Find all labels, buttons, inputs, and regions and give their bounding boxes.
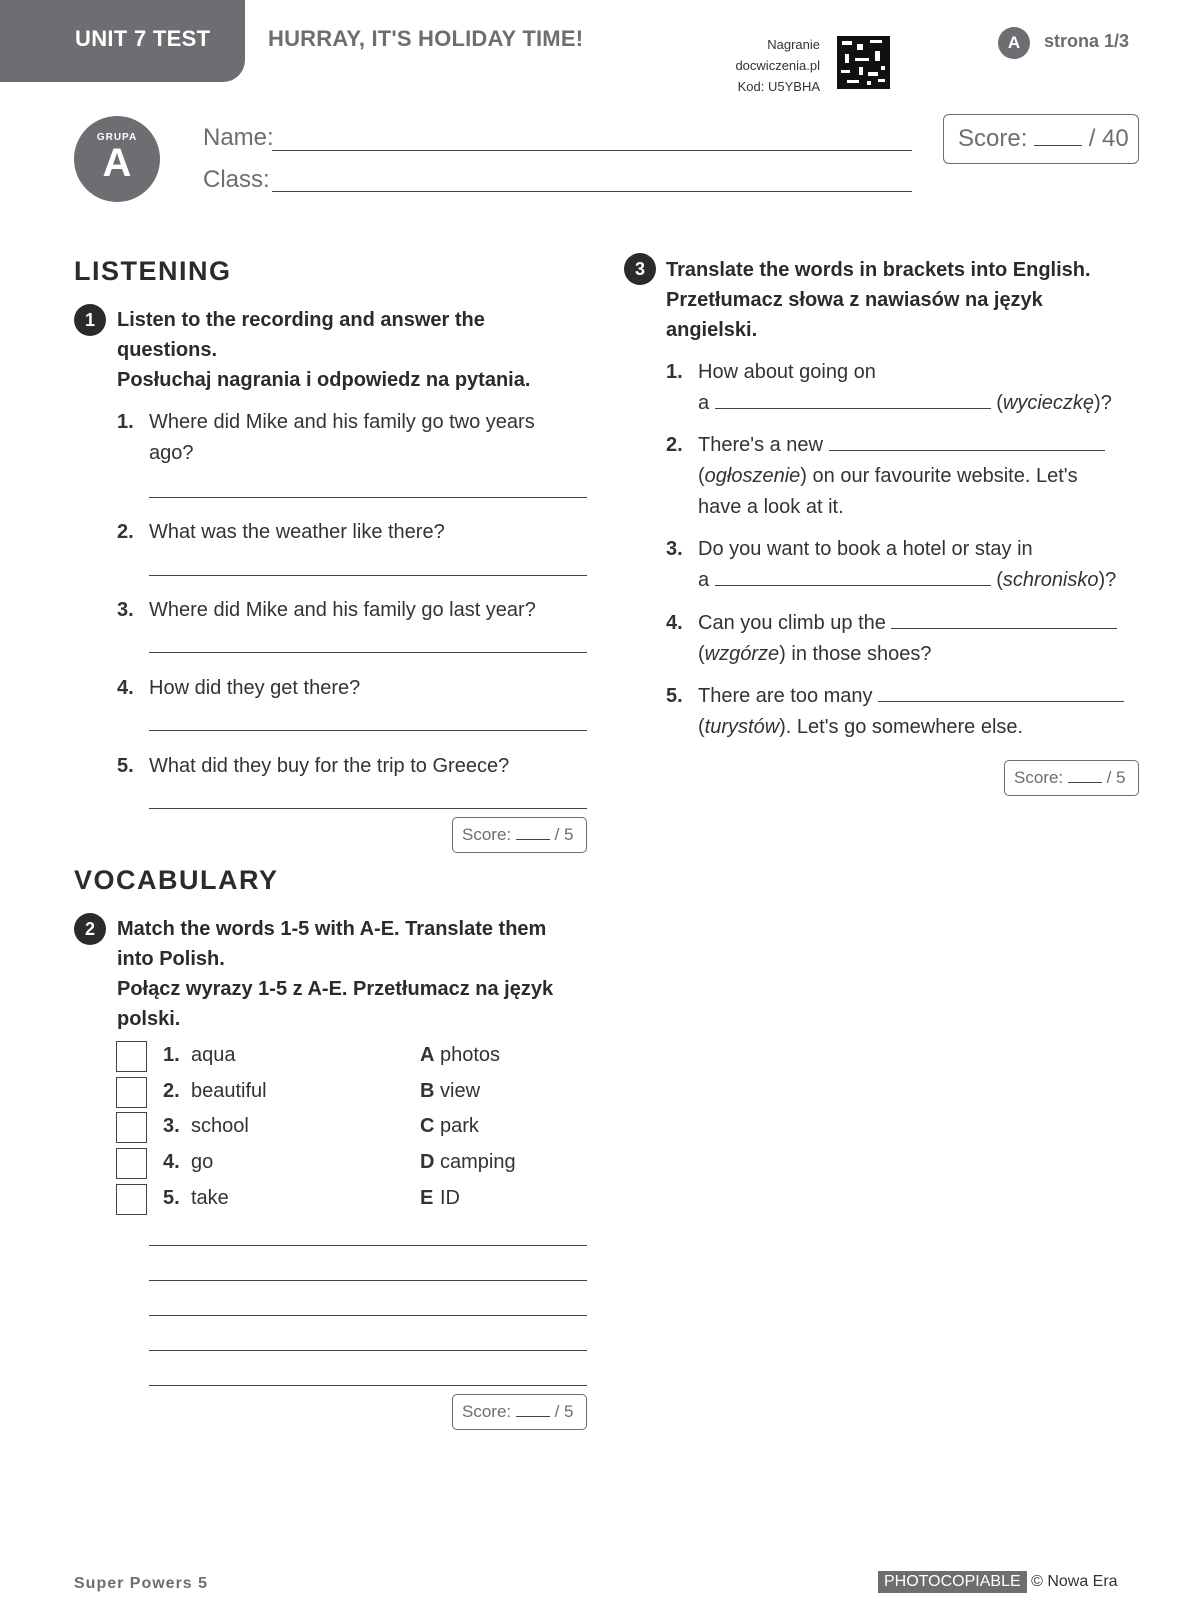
score-label: Score:: [958, 125, 1028, 152]
task-1-instruction: [117, 305, 530, 395]
question-number: 3.: [117, 599, 134, 621]
item-text-end: ). Let's go somewhere else.: [779, 716, 1024, 738]
match-checkbox-2[interactable]: [116, 1077, 147, 1108]
match-option-text: photos: [440, 1044, 501, 1066]
task-2-instruction: [117, 914, 553, 1034]
match-checkbox-3[interactable]: [116, 1112, 147, 1143]
translate-blank-4[interactable]: [891, 628, 1117, 629]
item-number: 2.: [666, 434, 683, 456]
answer-line-1[interactable]: [149, 497, 587, 498]
match-word-text: take: [191, 1187, 229, 1209]
item-text: There are too many: [698, 685, 873, 707]
match-word-text: school: [191, 1115, 249, 1137]
match-option-letter: B: [420, 1080, 435, 1102]
item-text-cont: have a look at it.: [698, 496, 844, 518]
item-number: 4.: [666, 612, 683, 634]
name-field[interactable]: [272, 150, 912, 151]
task-2-instruction-pl: Połącz wyrazy 1-5 z A-E. Przetłumacz na język: [117, 978, 554, 1000]
listening-question: [117, 751, 597, 782]
copyright: [878, 1571, 1118, 1593]
polish-word: wycieczkę: [1002, 392, 1095, 414]
item-text-end: )?: [1098, 569, 1117, 591]
polish-word: turystów: [704, 716, 780, 738]
match-word: [163, 1044, 236, 1067]
translate-blank-1[interactable]: [715, 408, 991, 409]
match-option: [420, 1115, 479, 1138]
task-2-instruction-en: Match the words 1-5 with A-E. Translate them: [117, 918, 547, 940]
item-text-end: )?: [1094, 392, 1112, 414]
match-checkbox-5[interactable]: [116, 1184, 147, 1215]
item-text: Can you climb up the: [698, 612, 886, 634]
question-text: How did they get there?: [149, 677, 361, 699]
listening-question: [117, 595, 597, 626]
task-1-number: 1: [74, 304, 106, 336]
item-text-article: a: [698, 569, 710, 591]
score-label: Score:: [1014, 768, 1064, 787]
task-3-instruction: [666, 255, 1091, 345]
task-2-instruction-pl-2: polski.: [117, 1008, 181, 1030]
task-3-instruction-pl: Przetłumacz słowa z nawiasów na język: [666, 289, 1043, 311]
item-text: How about going on: [698, 361, 876, 383]
polish-word: wzgórze: [704, 643, 780, 665]
translate-item-4: 4. Can you climb up the (wzgórze) in those shoes?: [666, 608, 1146, 670]
polish-word: ogłoszenie: [704, 465, 801, 487]
match-word: [163, 1187, 229, 1210]
listening-question: [117, 517, 597, 548]
variant-badge: A: [998, 27, 1030, 59]
match-word-number: 1.: [163, 1044, 180, 1066]
translate-blank-2[interactable]: [829, 450, 1105, 451]
match-option-letter: C: [420, 1115, 435, 1137]
match-word-number: 4.: [163, 1151, 180, 1173]
score-label: Score:: [462, 825, 512, 844]
question-text: Where did Mike and his family go last year?: [149, 599, 536, 621]
question-number: 5.: [117, 755, 134, 777]
item-text: Do you want to book a hotel or stay in: [698, 538, 1033, 560]
item-text-article: a: [698, 392, 710, 414]
translation-line-4[interactable]: [149, 1350, 587, 1351]
item-number: 1.: [666, 361, 683, 383]
recording-code: Kod: U5YBHA: [737, 79, 820, 94]
task-2-number: 2: [74, 913, 106, 945]
vocabulary-score-box: [452, 1394, 587, 1430]
answer-line-5[interactable]: [149, 808, 587, 809]
answer-line-2[interactable]: [149, 575, 587, 576]
translation-line-1[interactable]: [149, 1245, 587, 1246]
listening-question: [117, 407, 597, 469]
polish-word: schronisko: [1002, 569, 1099, 591]
vocabulary-score-field[interactable]: [516, 1416, 550, 1417]
photocopiable-badge: PHOTOCOPIABLE: [878, 1571, 1027, 1593]
recording-label: Nagranie: [767, 37, 820, 52]
page-number: strona 1/3: [1044, 31, 1130, 51]
match-word-number: 2.: [163, 1080, 180, 1102]
match-option-letter: E: [420, 1187, 434, 1209]
total-score-box: [943, 114, 1139, 164]
match-option-text: camping: [440, 1151, 516, 1173]
publisher: © Nowa Era: [1031, 1573, 1118, 1590]
answer-line-3[interactable]: [149, 652, 587, 653]
group-letter: A: [102, 141, 132, 185]
item-text-end: ) on our favourite website. Let's: [800, 465, 1078, 487]
task-1-instruction-pl: Posłuchaj nagrania i odpowiedz na pytania.: [117, 369, 531, 391]
question-number: 2.: [117, 521, 134, 543]
match-word-number: 3.: [163, 1115, 180, 1137]
match-word: [163, 1080, 267, 1103]
class-label: Class:: [203, 166, 270, 193]
class-field[interactable]: [272, 191, 912, 192]
qr-code-icon: [837, 36, 890, 89]
translate-blank-5[interactable]: [878, 701, 1124, 702]
translate-score-box: [1004, 760, 1139, 796]
group-badge: [74, 116, 160, 202]
series-name: Super Powers 5: [74, 1575, 209, 1592]
task-1-instruction-en: Listen to the recording and answer the: [117, 309, 485, 331]
translate-item-1: 1. How about going on a (wycieczkę)?: [666, 357, 1146, 419]
item-text-end: ) in those shoes?: [779, 643, 932, 665]
score-total: / 5: [1106, 768, 1126, 787]
match-word-text: beautiful: [191, 1080, 267, 1102]
test-title: HURRAY, IT'S HOLIDAY TIME!: [268, 26, 584, 51]
match-checkbox-1[interactable]: [116, 1041, 147, 1072]
question-number: 1.: [117, 411, 134, 433]
match-option-letter: D: [420, 1151, 435, 1173]
question-text: Where did Mike and his family go two years: [149, 411, 535, 433]
listening-score-box: [452, 817, 587, 853]
translate-item-3: 3. Do you want to book a hotel or stay in a (schronisko)?: [666, 534, 1146, 596]
listening-score-field[interactable]: [516, 839, 550, 840]
match-word: [163, 1151, 213, 1174]
translation-line-2[interactable]: [149, 1280, 587, 1281]
score-total: / 40: [1088, 125, 1129, 152]
translation-line-5[interactable]: [149, 1385, 587, 1386]
unit-label: UNIT 7 TEST: [0, 0, 245, 82]
translate-item-5: 5. There are too many (turystów). Let's go somewhere else.: [666, 681, 1146, 743]
translate-blank-3[interactable]: [715, 585, 991, 586]
item-number: 5.: [666, 685, 683, 707]
question-text: What did they buy for the trip to Greece?: [149, 755, 510, 777]
question-text: What was the weather like there?: [149, 521, 445, 543]
match-option: [420, 1151, 516, 1174]
group-label: GRUPA: [96, 132, 138, 143]
match-option-text: park: [440, 1115, 479, 1137]
answer-line-4[interactable]: [149, 730, 587, 731]
translation-line-3[interactable]: [149, 1315, 587, 1316]
match-word-text: go: [191, 1151, 214, 1173]
match-word: [163, 1115, 249, 1138]
match-word-number: 5.: [163, 1187, 180, 1209]
recording-info: [690, 34, 820, 97]
question-text-cont: ago?: [149, 442, 194, 464]
translate-score-field[interactable]: [1068, 782, 1102, 783]
score-total: / 5: [554, 825, 574, 844]
total-score-field[interactable]: [1034, 145, 1082, 146]
name-label: Name:: [203, 124, 274, 151]
score-label: Score:: [462, 1402, 512, 1421]
item-number: 3.: [666, 538, 683, 560]
match-option-letter: A: [420, 1044, 435, 1066]
score-total: / 5: [554, 1402, 574, 1421]
question-number: 4.: [117, 677, 134, 699]
task-2-instruction-en-2: into Polish.: [117, 948, 225, 970]
task-3-instruction-en: Translate the words in brackets into English.: [666, 259, 1091, 281]
vocabulary-heading: VOCABULARY: [74, 865, 279, 895]
task-3-instruction-pl-2: angielski.: [666, 319, 758, 341]
match-option: [420, 1187, 460, 1210]
match-option-text: view: [440, 1080, 481, 1102]
listening-question: [117, 673, 597, 704]
recording-site: docwiczenia.pl: [735, 58, 820, 73]
task-1-instruction-en-2: questions.: [117, 339, 218, 361]
listening-heading: LISTENING: [74, 256, 232, 286]
match-word-text: aqua: [191, 1044, 236, 1066]
match-option: [420, 1080, 480, 1103]
task-3-number: 3: [624, 253, 656, 285]
match-option: [420, 1044, 500, 1067]
match-checkbox-4[interactable]: [116, 1148, 147, 1179]
match-option-text: ID: [440, 1187, 460, 1209]
translate-item-2: 2. There's a new (ogłoszenie) on our favourite website. Let's have a look at it.: [666, 430, 1146, 523]
item-text: There's a new: [698, 434, 823, 456]
